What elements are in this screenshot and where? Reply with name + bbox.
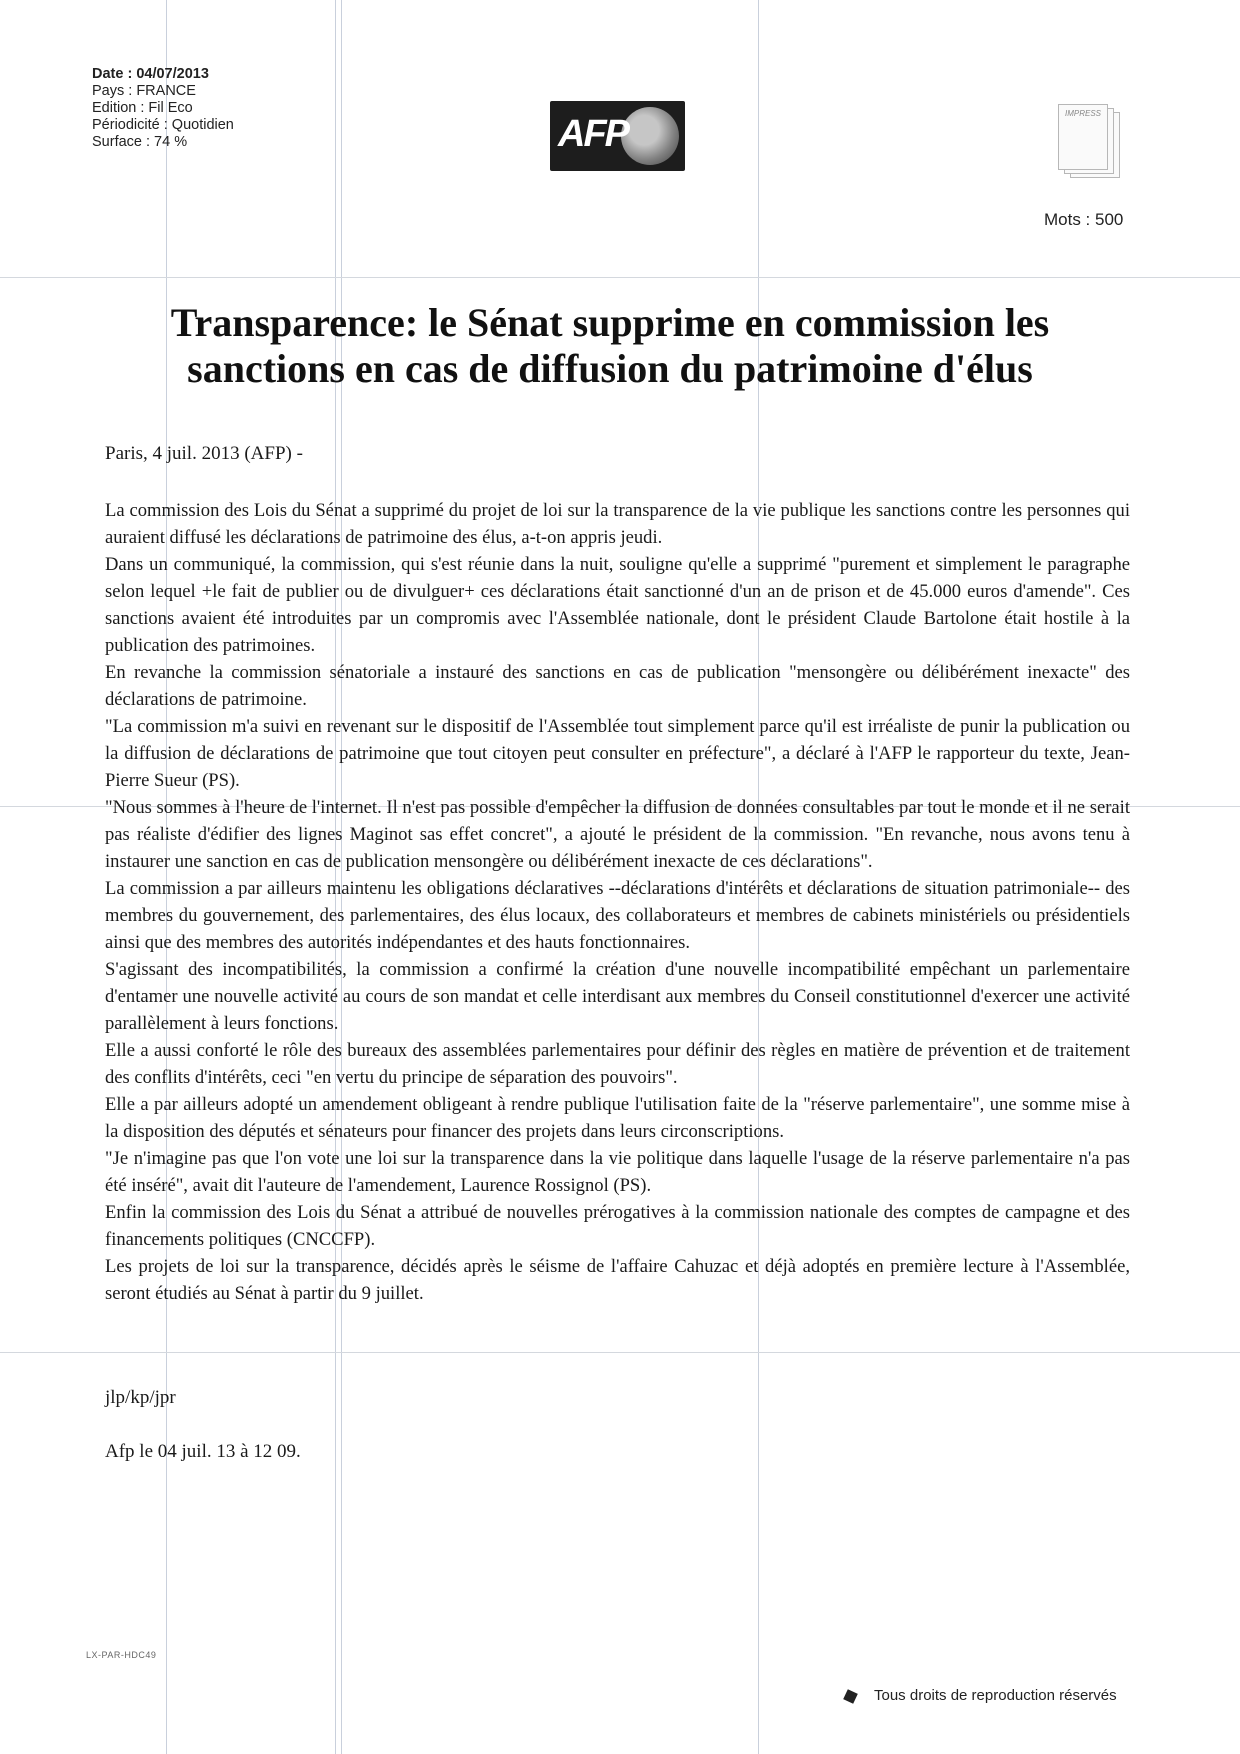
article-paragraph: La commission des Lois du Sénat a supprimé du projet de loi sur la transparence de la vie publique les sanctions contre les personnes qui auraient diffusé les déclarations de patrimoine des élus, a-t-on appris jeudi. <box>105 500 1130 548</box>
afp-logo <box>550 101 685 171</box>
article-paragraph: Elle a aussi conforté le rôle des bureaux des assemblées parlementaires pour définir des règles en matière de prévention et de traitement des conflits d'intérêts, ceci "en vertu du principe de séparation des pouvoirs". <box>105 1040 1130 1088</box>
press-metadata <box>92 66 234 151</box>
press-periodicity: Périodicité : Quotidien <box>92 117 234 133</box>
article-body <box>105 497 1130 1307</box>
scan-line <box>0 1352 1240 1353</box>
article-paragraph: S'agissant des incompatibilités, la commission a confirmé la création d'une nouvelle incompatibilité empêchant un parlementaire d'entamer une nouvelle activité au cours de son mandat et celle interdisant aux membres du Conseil constitutionnel d'exercer une activité parallèlement à leurs fonctions. <box>105 959 1130 1034</box>
article-paragraph: La commission a par ailleurs maintenu les obligations déclaratives --déclarations d'intérêts et déclarations de situation patrimoniale-- des membres du gouvernement, des parlementaires, des élus locaux, des collaborateurs et membres de cabinets ministériels ou présidentiels ainsi que des membres des autorités indépendantes et des hauts fonctionnaires. <box>105 878 1130 953</box>
globe-icon <box>621 107 679 165</box>
article-paragraph: "Je n'imagine pas que l'on vote une loi sur la transparence dans la vie politique dans laquelle l'usage de la réserve parlementaire n'a pas été inséré", avait dit l'auteure de l'amendement, Laurence Rossignol (PS). <box>105 1148 1130 1196</box>
article-timestamp: Afp le 04 juil. 13 à 12 09. <box>105 1441 301 1462</box>
document-code: LX-PAR-HDC49 <box>86 1650 157 1660</box>
article-paragraph: "Nous sommes à l'heure de l'internet. Il n'est pas possible d'empêcher la diffusion de données consultables par tout le monde et il ne serait pas réaliste d'édifier des lignes Maginot sas effet concret", a ajouté le président de la commission. "En revanche, nous avons tenu à instaurer une sanction en cas de publication mensongère ou délibérément inexacte de ces déclarations". <box>105 797 1130 872</box>
press-surface: Surface : 74 % <box>92 134 188 150</box>
press-stamp-icon <box>1058 104 1122 178</box>
press-date: Date : 04/07/2013 <box>92 66 209 82</box>
article-paragraph: Elle a par ailleurs adopté un amendement obligeant à rendre publique l'utilisation faite de la "réserve parlementaire", une somme mise à la disposition des députés et sénateurs pour financer des projets dans leurs circonscriptions. <box>105 1094 1130 1142</box>
article-paragraph: Les projets de loi sur la transparence, décidés après le séisme de l'affaire Cahuzac et déjà adoptés en première lecture à l'Assemblée, seront étudiés au Sénat à partir du 9 juillet. <box>105 1256 1130 1304</box>
article-paragraph: Dans un communiqué, la commission, qui s'est réunie dans la nuit, souligne qu'elle a supprimé "purement et simplement le paragraphe selon lequel +le fait de publier ou de divulguer+ ces déclarations était sanctionné d'un an de prison et de 45.000 euros d'amende". Ces sanctions avaient été introduites par un compromis avec l'Assemblée nationale, dont le président Claude Bartolone était hostile à la publication des patrimoines. <box>105 554 1130 656</box>
scan-line <box>0 277 1240 278</box>
article-signoff: jlp/kp/jpr <box>105 1387 176 1408</box>
word-count: Mots : 500 <box>1044 210 1124 229</box>
article-title: Transparence: le Sénat supprime en commission les sanctions en cas de diffusion du patrimoine d'élus <box>170 300 1050 391</box>
copyright-text: Tous droits de reproduction réservés <box>874 1687 1117 1704</box>
bullet-icon <box>843 1689 858 1704</box>
article-dateline: Paris, 4 juil. 2013 (AFP) - <box>105 443 303 464</box>
article-paragraph: Enfin la commission des Lois du Sénat a attribué de nouvelles prérogatives à la commission nationale des comptes de campagne et des financements politiques (CNCCFP). <box>105 1202 1130 1250</box>
article-paragraph: En revanche la commission sénatoriale a instauré des sanctions en cas de publication "mensongère ou délibérément inexacte" des déclarations de patrimoine. <box>105 662 1130 710</box>
press-edition: Edition : Fil Eco <box>92 100 193 116</box>
article-paragraph: "La commission m'a suivi en revenant sur le dispositif de l'Assemblée tout simplement parce qu'il est irréaliste de punir la publication ou la diffusion de déclarations de patrimoine que tout citoyen peut consulter en préfecture", a déclaré à l'AFP le rapporteur du texte, Jean-Pierre Sueur (PS). <box>105 716 1130 791</box>
logo-text: AFP <box>558 113 628 155</box>
press-country: Pays : FRANCE <box>92 83 196 99</box>
stamp-label: IMPRESS <box>1065 109 1102 118</box>
copyright-notice <box>845 1687 1117 1704</box>
